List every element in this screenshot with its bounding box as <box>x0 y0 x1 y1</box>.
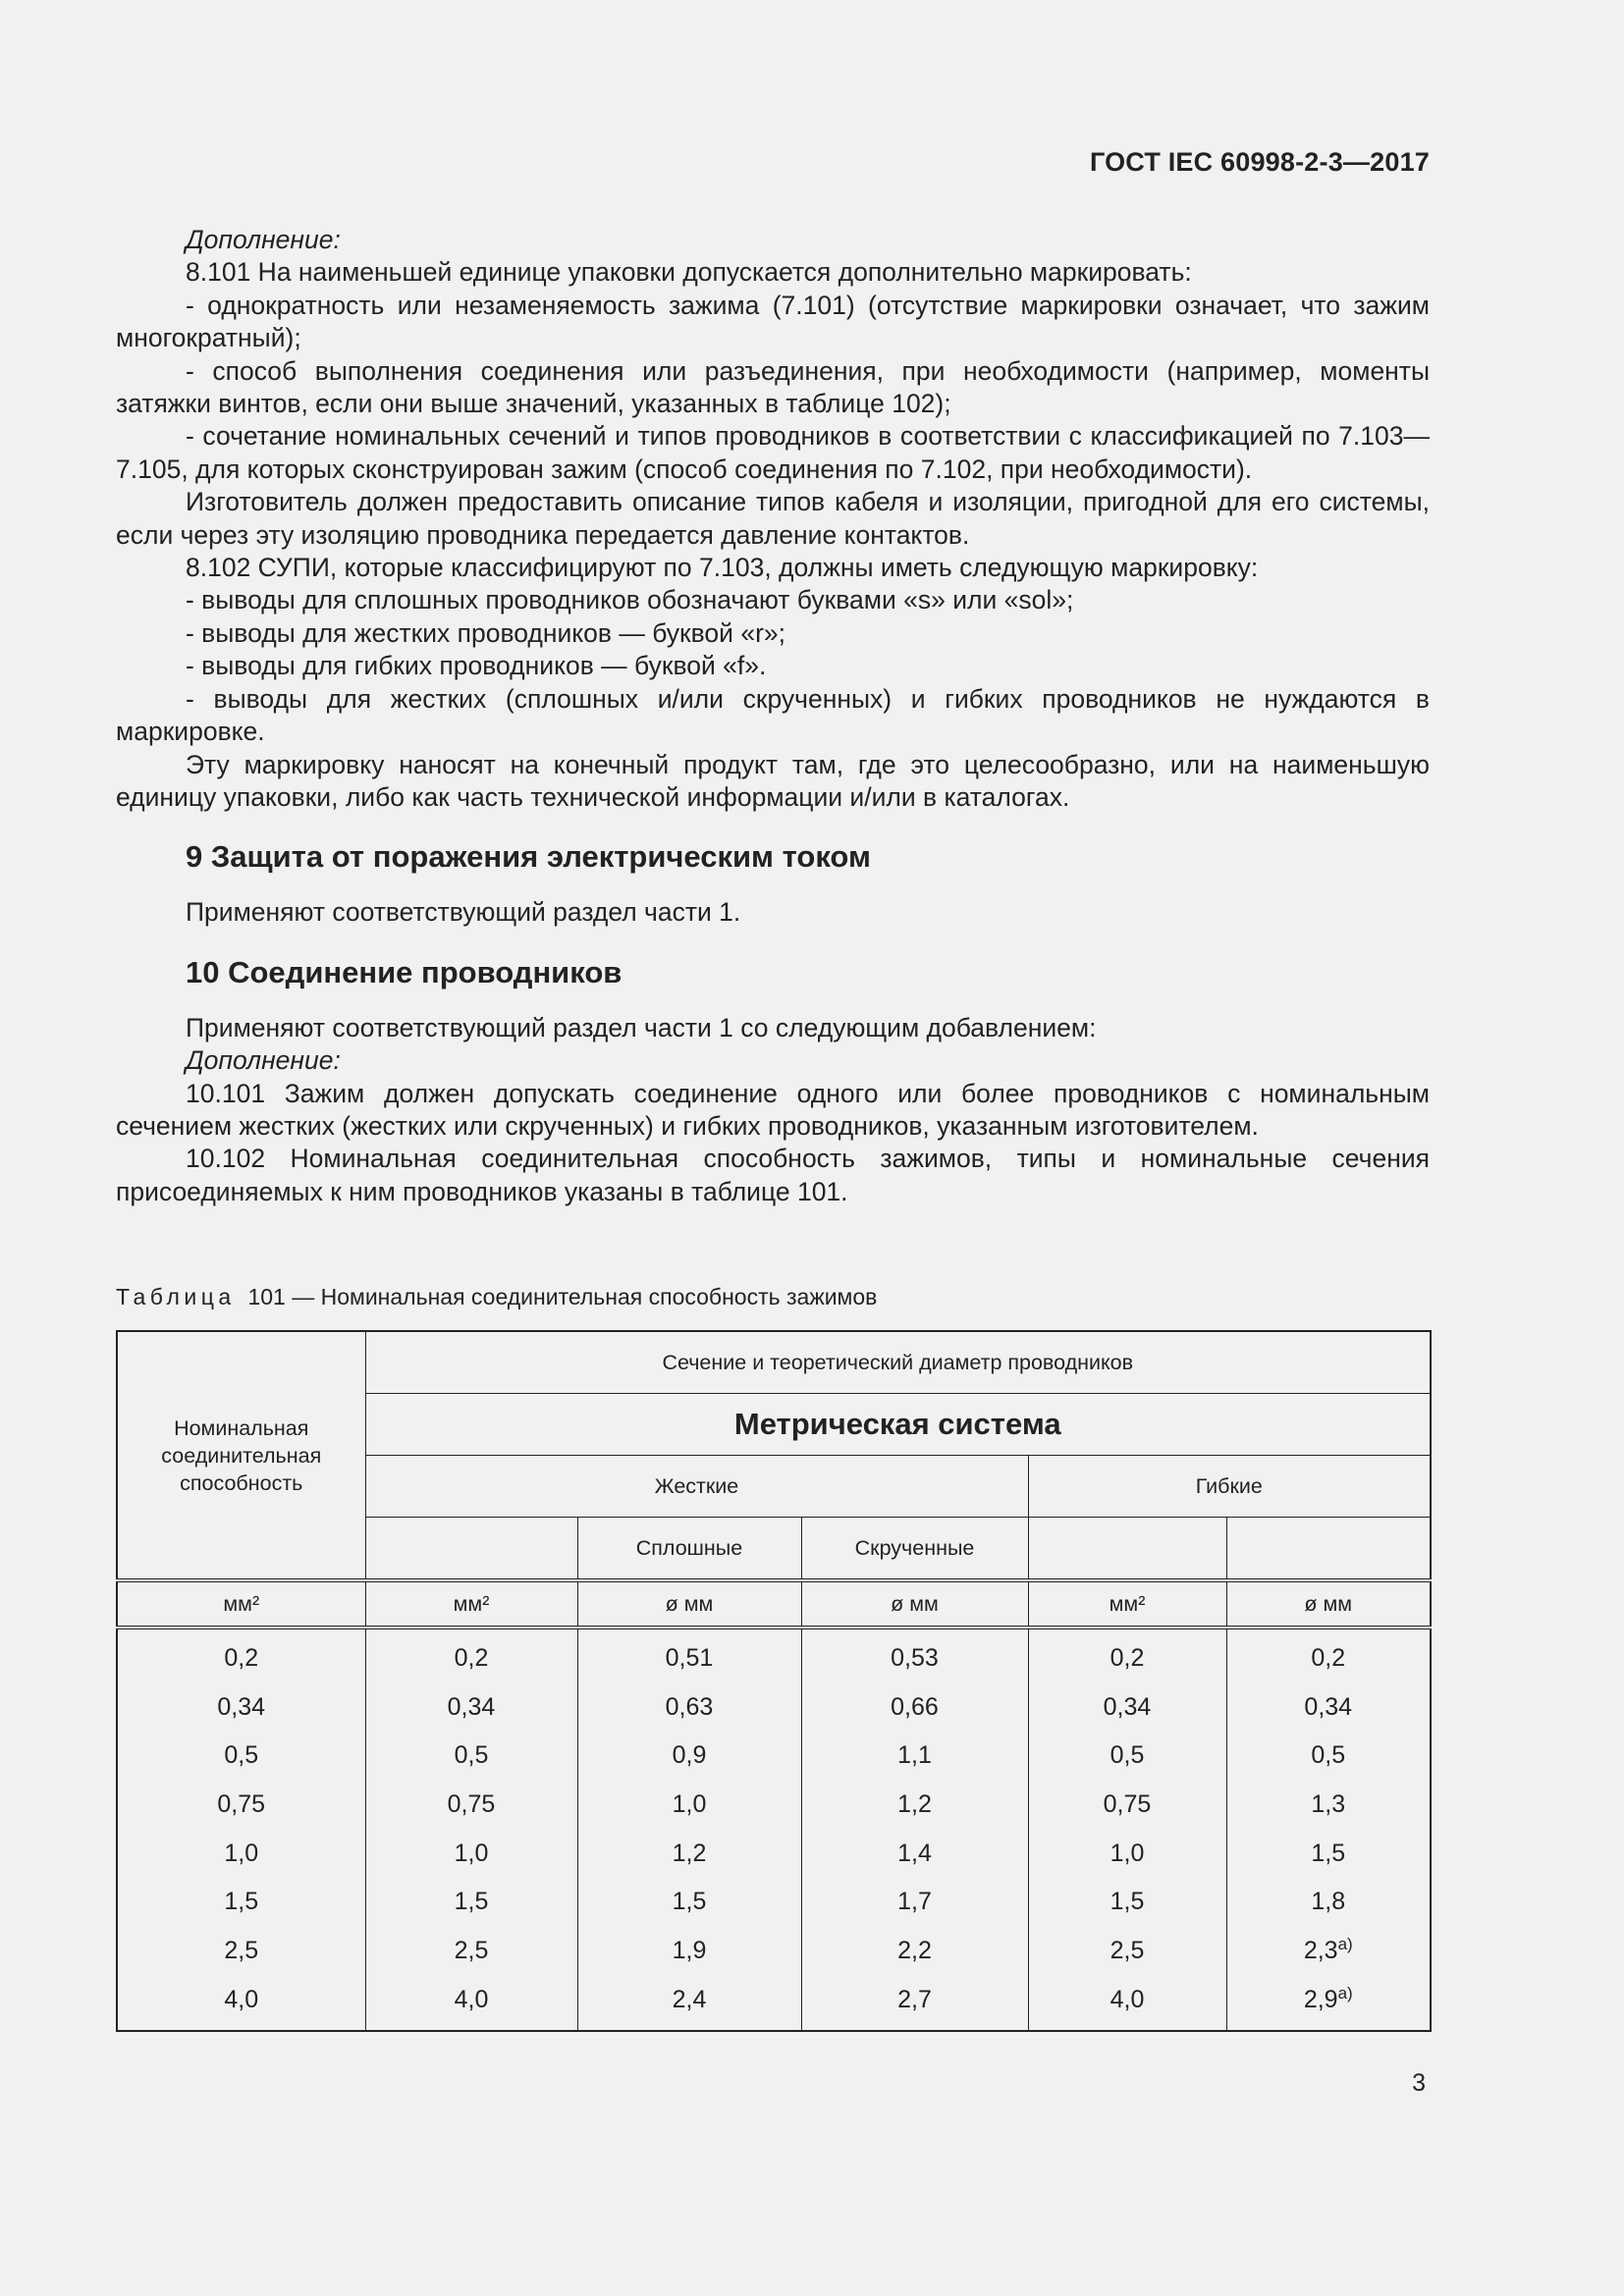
table-row <box>117 1731 1431 1780</box>
cell: 0,2 <box>117 1628 365 1682</box>
list-item: - способ выполнения соединения или разъединения, при необходимости (например, моменты затяжки винтов, если они выше значений, указанных в таблице 102); <box>116 355 1430 419</box>
unit-cell: ø мм <box>801 1580 1028 1628</box>
cell: 0,34 <box>1028 1682 1226 1732</box>
cell: 1,2 <box>801 1780 1028 1829</box>
cell: 0,75 <box>365 1780 577 1829</box>
cell: 2,5 <box>1028 1926 1226 1975</box>
units-row <box>117 1580 1431 1628</box>
cell: 1,0 <box>117 1829 365 1878</box>
cell: 1,5 <box>117 1877 365 1926</box>
header-empty <box>1028 1518 1226 1581</box>
cell: 0,5 <box>117 1731 365 1780</box>
cell: 0,9 <box>577 1731 801 1780</box>
section-9-heading: 9 Защита от поражения электрическим током <box>186 839 871 875</box>
cell: 0,5 <box>365 1731 577 1780</box>
cell: 1,1 <box>801 1731 1028 1780</box>
paragraph: Эту маркировку наносят на конечный продукт там, где это целесообразно, или на наименьшую единицу упаковки, либо как часть технической информации и/или в каталогах. <box>116 749 1430 812</box>
clause-10-101: 10.101 Зажим должен допускать соединение одного или более проводников с номинальным сечением жестких (жестких или скрученных) и гибких проводников, указанным изготовителем. <box>116 1078 1430 1141</box>
list-item: - выводы для жестких проводников — буквой «r»; <box>186 617 786 648</box>
list-item: - сочетание номинальных сечений и типов проводников в соответствии с классификацией по 7.103—7.105, для которых сконструирован зажим (способ соединения по 7.102, при необходимости). <box>116 421 1430 484</box>
cell: 2,5 <box>365 1926 577 1975</box>
unit-cell: мм² <box>1028 1580 1226 1628</box>
cell: 1,9 <box>577 1926 801 1975</box>
cell: 4,0 <box>1028 1975 1226 2031</box>
unit-cell: мм² <box>365 1580 577 1628</box>
header-section: Сечение и теоретический диаметр проводников <box>365 1331 1431 1394</box>
header-stranded: Скрученные <box>801 1518 1028 1581</box>
cell: 1,5 <box>365 1877 577 1926</box>
cell: 2,2 <box>801 1926 1028 1975</box>
list-item: - выводы для гибких проводников — буквой «f». <box>186 651 767 681</box>
cell: $2,9^{а)}$ <box>1226 1975 1431 2031</box>
header-metric: Метрическая система <box>365 1394 1431 1456</box>
cell: 1,3 <box>1226 1780 1431 1829</box>
cell: 2,7 <box>801 1975 1028 2031</box>
list-item: - однократность или незаменяемость зажима (7.101) (отсутствие маркировки означает, что зажим многократный); <box>116 290 1430 353</box>
table-caption <box>116 1282 877 1311</box>
header-empty <box>365 1518 577 1581</box>
cell: 1,0 <box>577 1780 801 1829</box>
table-row <box>117 1877 1431 1926</box>
clause-8-102: 8.102 СУПИ, которые классифицируют по 7.103, должны иметь следующую маркировку: <box>186 553 1259 583</box>
cell: 0,66 <box>801 1682 1028 1732</box>
table-row <box>117 1682 1431 1732</box>
unit-cell: мм² <box>117 1580 365 1628</box>
header-solid: Сплошные <box>577 1518 801 1581</box>
cell: 0,2 <box>365 1628 577 1682</box>
table-caption-word: Таблица <box>116 1284 236 1309</box>
table-row <box>117 1975 1431 2031</box>
cell: 0,75 <box>117 1780 365 1829</box>
supplement-label: Дополнение: <box>186 225 341 254</box>
cell: 1,8 <box>1226 1877 1431 1926</box>
supplement-label: Дополнение: <box>186 1045 341 1076</box>
footnote-ref: а) <box>1337 1934 1353 1953</box>
cell: 2,5 <box>117 1926 365 1975</box>
table-row <box>117 1628 1431 1682</box>
cell: 0,34 <box>365 1682 577 1732</box>
cell: 1,0 <box>365 1829 577 1878</box>
table-row <box>117 1780 1431 1829</box>
unit-cell: ø мм <box>1226 1580 1431 1628</box>
table-caption-text: 101 — Номинальная соединительная способность зажимов <box>247 1284 878 1309</box>
footnote-ref: а) <box>1337 1983 1353 2002</box>
page-number: 3 <box>1412 2069 1426 2097</box>
cell: 4,0 <box>117 1975 365 2031</box>
cell: 0,5 <box>1226 1731 1431 1780</box>
cell: 4,0 <box>365 1975 577 2031</box>
header-rigid: Жесткие <box>365 1456 1028 1518</box>
cell: $2,3^{а)}$ <box>1226 1926 1431 1975</box>
cell: 0,34 <box>1226 1682 1431 1732</box>
cell: 1,4 <box>801 1829 1028 1878</box>
section-10-text: Применяют соответствующий раздел части 1 со следующим добавлением: <box>186 1012 1097 1042</box>
cell: 0,2 <box>1226 1628 1431 1682</box>
clause-8-101: 8.101 На наименьшей единице упаковки допускается дополнительно маркировать: <box>186 257 1192 288</box>
cell: 0,2 <box>1028 1628 1226 1682</box>
table-row <box>117 1829 1431 1878</box>
section-10-heading: 10 Соединение проводников <box>186 954 623 989</box>
cell: 0,34 <box>117 1682 365 1732</box>
cell: 0,53 <box>801 1628 1028 1682</box>
table-101 <box>116 1330 1432 2032</box>
paragraph: Изготовитель должен предоставить описание типов кабеля и изоляции, пригодной для его системы, если через эту изоляцию проводника передается давление контактов. <box>116 487 1430 550</box>
cell: 2,4 <box>577 1975 801 2031</box>
cell: 0,63 <box>577 1682 801 1732</box>
header-capacity: Номинальная соединительная способность <box>117 1331 365 1580</box>
cell: 0,51 <box>577 1628 801 1682</box>
cell: 1,5 <box>1028 1877 1226 1926</box>
cell: 0,5 <box>1028 1731 1226 1780</box>
unit-cell: ø мм <box>577 1580 801 1628</box>
cell: 0,75 <box>1028 1780 1226 1829</box>
section-9-text: Применяют соответствующий раздел части 1. <box>186 897 741 928</box>
clause-10-102: 10.102 Номинальная соединительная способность зажимов, типы и номинальные сечения присоединяемых к ним проводников указаны в таблице 101. <box>116 1144 1430 1206</box>
list-item: - выводы для сплошных проводников обозначают буквами «s» или «sol»; <box>186 585 1074 615</box>
cell: 1,7 <box>801 1877 1028 1926</box>
cell: 1,0 <box>1028 1829 1226 1878</box>
cell: 1,5 <box>577 1877 801 1926</box>
body-text <box>116 224 1430 1208</box>
header-empty <box>1226 1518 1431 1581</box>
cell: 1,5 <box>1226 1829 1431 1878</box>
cell: 1,2 <box>577 1829 801 1878</box>
list-item: - выводы для жестких (сплошных и/или скрученных) и гибких проводников не нуждаются в маркировке. <box>116 683 1430 747</box>
header-flexible: Гибкие <box>1028 1456 1431 1518</box>
document-code: ГОСТ IEC 60998-2-3—2017 <box>1089 147 1430 177</box>
table-row <box>117 1926 1431 1975</box>
